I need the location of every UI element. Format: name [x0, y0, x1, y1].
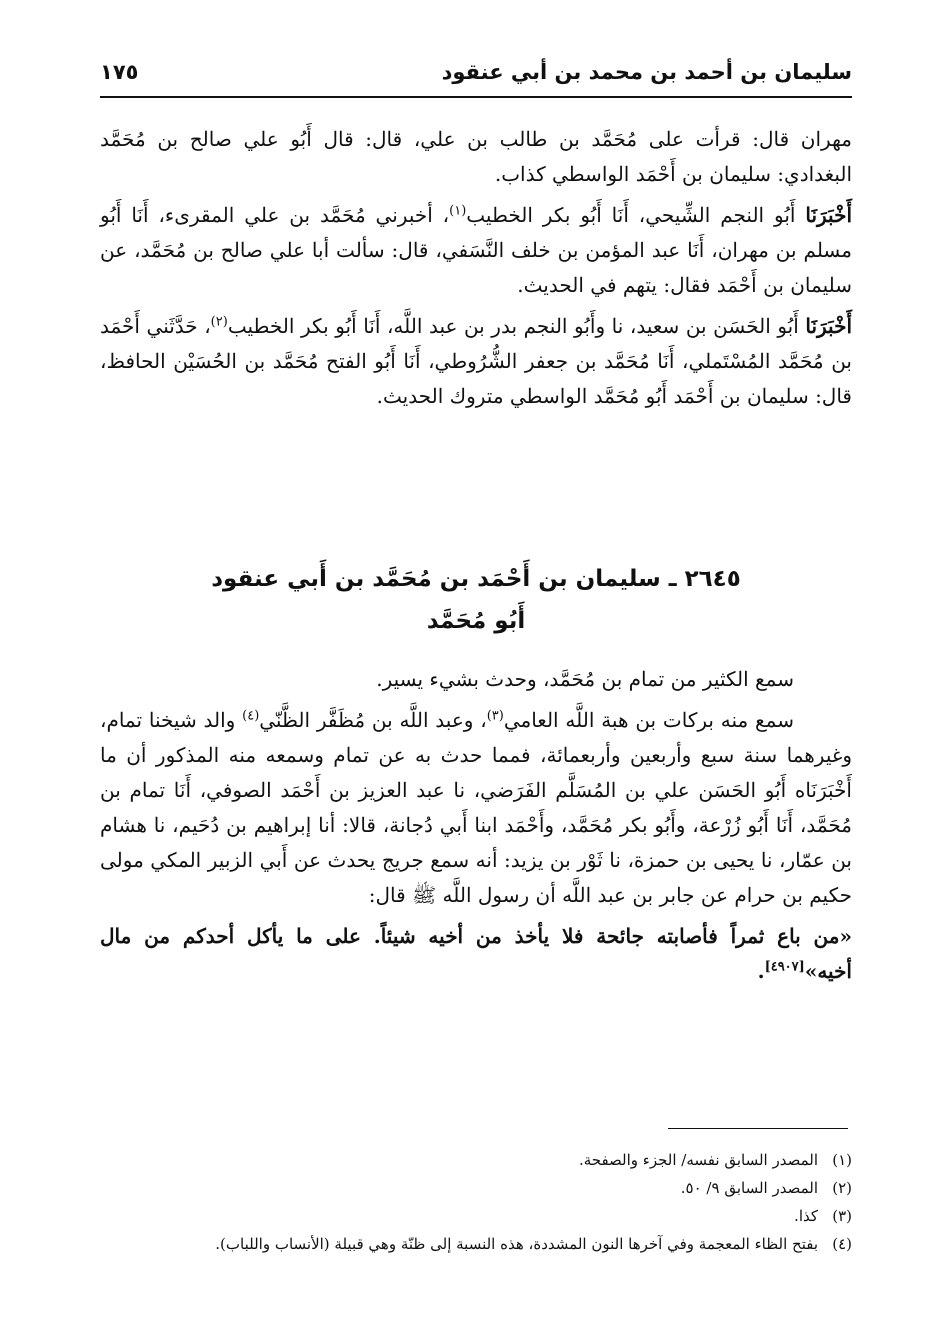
- main-text: [100, 122, 852, 420]
- footnote-rule: [668, 1128, 848, 1129]
- footnote-number: (٤): [832, 1235, 852, 1253]
- footnote-text: كذا.: [794, 1207, 818, 1225]
- biography-text: [100, 662, 852, 995]
- paragraph-3: [100, 309, 852, 414]
- footnotes-list: [100, 1146, 852, 1258]
- paragraph-2-text-b: ، أخبرني مُحَمَّد بن علي المقرىء، أَنَا أَبُو مسلم بن مهران، أَنَا عبد المؤمن بن خلف النَّسَفي، قال: سألت أبا علي صالح بن مُحَمَّد، عن سليمان بن أَحْمَد فقال: يتهم في الحديث.: [100, 203, 852, 297]
- biography-paragraph-2-text-a: سمع منه بركات بن هبة اللَّه العامي: [503, 708, 794, 732]
- footnote-text: المصدر السابق نفسه/ الجزء والصفحة.: [578, 1151, 818, 1169]
- paragraph-2-lead: أَخْبَرَنَا: [805, 203, 852, 227]
- running-title: سليمان بن أحمد بن محمد بن أبي عنقود: [441, 60, 852, 84]
- biography-heading-line-1: ٢٦٤٥ ـ سليمان بن أَحْمَد بن مُحَمَّد بن أَبي عنقود: [211, 566, 741, 592]
- footnote-ref-4: (٤): [242, 708, 260, 724]
- hadith-quote: [100, 919, 852, 989]
- footnote-ref-1: (١): [449, 203, 467, 219]
- footnote-ref-2: (٢): [210, 314, 228, 330]
- biography-heading-line-2: أَبُو مُحَمَّد: [426, 608, 526, 634]
- footnote-ref-3: (٣): [486, 708, 504, 724]
- header-rule: [100, 96, 852, 98]
- hadith-number: [٤٩٠٧]: [764, 959, 805, 975]
- hadith-end: .: [757, 959, 765, 983]
- footnote-item: [100, 1202, 852, 1230]
- footnote-number: (٢): [832, 1179, 852, 1197]
- page-header: [100, 58, 852, 94]
- paragraph-3-lead: أَخْبَرَنَا: [805, 314, 852, 338]
- footnote-item: [100, 1146, 852, 1174]
- hadith-text: «من باع ثمراً فأصابته جائحة فلا يأخذ من أخيه شيئاً. على ما يأكل أحدكم من مال أخيه»: [100, 924, 852, 983]
- paragraph-1: [100, 122, 852, 192]
- biography-paragraph-1: سمع الكثير من تمام بن مُحَمَّد، وحدث بشيء يسير.: [376, 667, 794, 691]
- footnote-text: المصدر السابق ٩/ ٥٠.: [680, 1179, 818, 1197]
- paragraph-1-text: مهران قال: قرأت على مُحَمَّد بن طالب بن علي، قال: قال أَبُو علي صالح بن مُحَمَّد البغدادي: سليمان بن أَحْمَد الواسطي كذاب.: [100, 127, 852, 186]
- paragraph-2-text-a: أَبُو النجم الشِّيحي، أَنَا أَبُو بكر الخطيب: [466, 203, 806, 227]
- biography-paragraph-2-text-c: والد شيخنا تمام، وغيرهما سنة سبع وأربعين وأربعمائة، فمما حدث به عن تمام وسمعه منه المذكور أن ما أَخْبَرَنَاه أَبُو الحَسَن علي بن المُسَلَّم الفَرَضي، نا عبد العزيز بن أَحْمَد الصوفي، أَنَا تمام بن مُحَمَّد، أَنَا أَبُو زُرْعة، وأَبُو بكر مُحَمَّد، وأَحْمَد ابنا أَبي دُجانة، قالا: أنا إبراهيم بن دُحَيم، نا هشام بن عمّار، نا يحيى بن حمزة، نا ثَوْر بن يزيد: أنه سمع جريج يحدث عن أَبي الزبير المكي مولى حكيم بن حرام عن جابر بن عبد اللَّه أن رسول اللَّه ﷺ قال:: [100, 708, 852, 907]
- biography-paragraph-2-text-b: ، وعبد اللَّه بن مُظَفَّر الظَّنّي: [259, 708, 487, 732]
- paragraph-2: [100, 198, 852, 303]
- footnote-number: (١): [832, 1151, 852, 1169]
- biography-heading: [100, 558, 852, 642]
- footnote-item: [100, 1174, 852, 1202]
- footnote-number: (٣): [832, 1207, 852, 1225]
- page-number: ١٧٥: [100, 60, 139, 84]
- paragraph-3-text-a: أَبُو الحَسَن بن سعيد، نا وأَبُو النجم بدر بن عبد اللَّه، أَنَا أَبُو بكر الخطيب: [227, 314, 806, 338]
- footnote-text: بفتح الظاء المعجمة وفي آخرها النون المشددة، هذه النسبة إلى ظنّة وهي قبيلة (الأنساب واللباب).: [215, 1235, 818, 1253]
- footnote-item: [100, 1230, 852, 1258]
- biography-paragraph-2: [100, 703, 852, 913]
- paragraph-3-text-b: ، حَدَّثَني أَحْمَد بن مُحَمَّد المُسْتَملي، أَنَا مُحَمَّد بن جعفر الشُّرُوطي، أَنَا أَبُو الفتح مُحَمَّد بن الحُسَيْن الحافظ، قال: سليمان بن أَحْمَد أَبُو مُحَمَّد الواسطي متروك الحديث.: [100, 314, 852, 408]
